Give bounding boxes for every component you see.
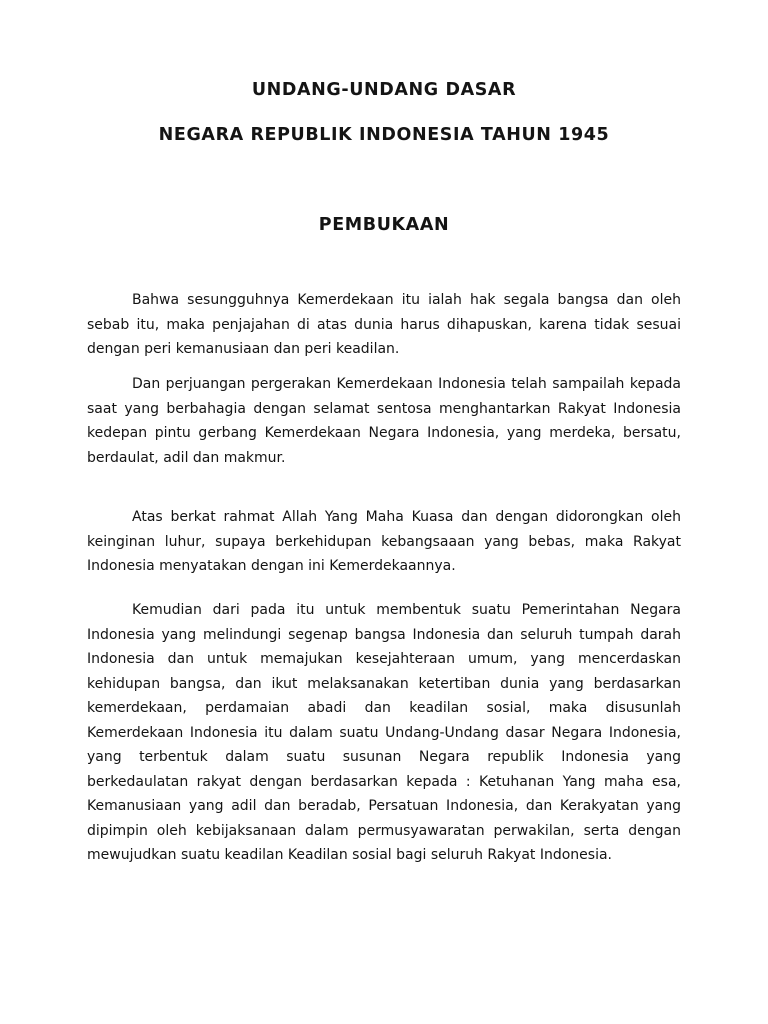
paragraph-2: Dan perjuangan pergerakan Kemerdekaan Indonesia telah sampailah kepada saat yang berbahagia dengan selamat sentosa menghantarkan Rakyat Indonesia kedepan pintu gerbang Kemerdekaan Negara Indonesia, yang merdeka, bersatu, berdaulat, adil dan makmur. xyxy=(87,376,681,466)
document-title-line-1: UNDANG-UNDANG DASAR xyxy=(251,80,517,100)
paragraph-4-block xyxy=(87,598,681,868)
paragraph-3: Atas berkat rahmat Allah Yang Maha Kuasa dan dengan didorongkan oleh keinginan luhur, supaya berkehidupan kebangsaaan yang bebas, maka Rakyat Indonesia menyatakan dengan ini Kemerdekaannya. xyxy=(87,509,681,574)
section-heading: PEMBUKAAN xyxy=(318,215,450,235)
paragraph-4: Kemudian dari pada itu untuk membentuk suatu Pemerintahan Negara Indonesia yang melindungi segenap bangsa Indonesia dan seluruh tumpah darah Indonesia dan untuk memajukan kesejahteraan umum, yang mencerdaskan kehidupan bangsa, dan ikut melaksanakan ketertiban dunia yang berdasarkan kemerdekaan, perdamaian abadi dan keadilan sosial, maka disusunlah Kemerdekaan Indonesia itu dalam suatu Undang-Undang dasar Negara Indonesia, yang terbentuk dalam suatu susunan Negara republik Indonesia yang berkedaulatan rakyat dengan berdasarkan kepada : Ketuhanan Yang maha esa, Kemanusiaan yang adil dan beradab, Persatuan Indonesia, dan Kerakyatan yang dipimpin oleh kebijaksanaan dalam permusyawaratan perwakilan, serta dengan mewujudkan suatu keadilan Keadilan sosial bagi seluruh Rakyat Indonesia. xyxy=(87,602,681,863)
paragraph-2-block xyxy=(87,372,681,470)
paragraph-1-block xyxy=(87,288,681,362)
paragraph-1: Bahwa sesungguhnya Kemerdekaan itu ialah hak segala bangsa dan oleh sebab itu, maka penjajahan di atas dunia harus dihapuskan, karena tidak sesuai dengan peri kemanusiaan dan peri keadilan. xyxy=(87,292,681,357)
document-title-line-2: NEGARA REPUBLIK INDONESIA TAHUN 1945 xyxy=(158,125,610,145)
paragraph-3-block xyxy=(87,505,681,579)
